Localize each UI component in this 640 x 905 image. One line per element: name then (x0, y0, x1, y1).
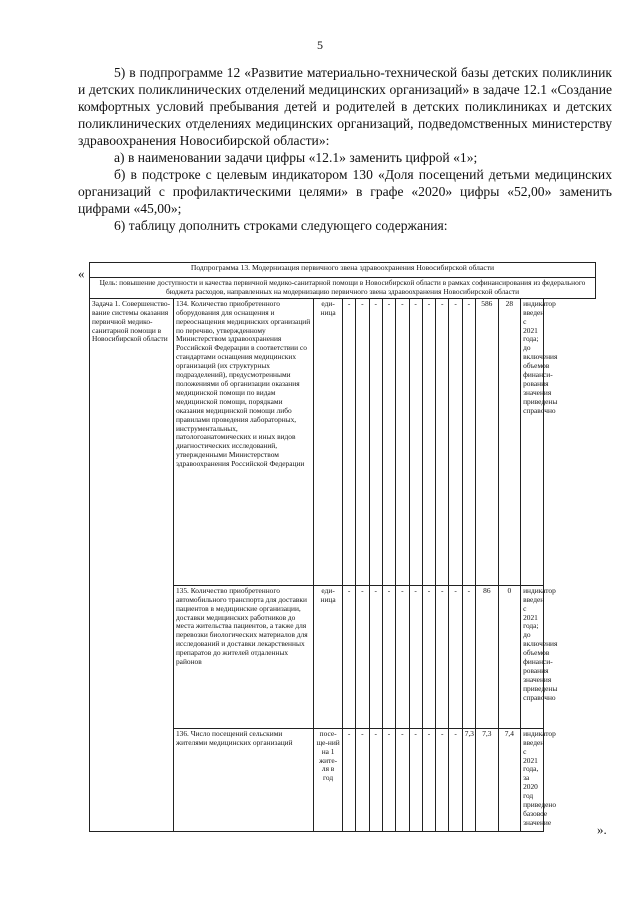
note-cell: индикатор введен с 2021 года, за 2020 год приведено базовое значение (521, 728, 544, 831)
paragraph-6: 6) таблицу дополнить строками следующего содержания: (114, 218, 448, 233)
value-cell: - (409, 585, 422, 728)
value-cell: 28 (498, 298, 521, 585)
value-cell: - (449, 728, 462, 831)
indicator-cell: 134. Количество приобретенного оборудования для оснащения и переоснащения медицинских организаций по перечню, утвержденному Министерством здравоохранения Российской Федерации в соответствии со стандартами оснащения медицинских организаций (их структурных подразделений), предусмотренными положениями об организации оказания медицинской помощи по видам медицинской помощи, порядками оказания медицинской помощи либо правилами проведения лабораторных, инструментальных, патологоанатомических и иных видов диагностических исследований, утвержденными Министерством здравоохранения Российской Федерации (173, 298, 313, 585)
value-cell: 0 (498, 585, 521, 728)
value-cell: - (396, 585, 409, 728)
subprogram-table (89, 262, 596, 832)
unit-cell: посе-ще-ний на 1 жите-ля в год (314, 728, 343, 831)
paragraph-5a: а) в наименовании задачи цифры «12.1» заменить цифрой «1»; (114, 150, 478, 165)
value-cell: - (382, 585, 395, 728)
value-cell: - (409, 728, 422, 831)
page-number: 5 (317, 38, 323, 52)
value-cell: 586 (476, 298, 499, 585)
note-cell: индикатор введен с 2021 года; до включения объемов финанси-рования значения приведены справочно (521, 298, 544, 585)
value-cell: - (369, 298, 382, 585)
value-cell: - (449, 585, 462, 728)
value-cell: - (422, 728, 435, 831)
value-cell: 7,3 (476, 728, 499, 831)
paragraph-5b: б) в подстроке с целевым индикатором 130 «Доля посещений детьми медицинских организаций с профилактическими целями» в графе «2020» цифры «52,00» заменить цифрами «45,00»; (78, 167, 612, 216)
value-cell: - (369, 728, 382, 831)
indicator-cell: 135. Количество приобретенного автомобильного транспорта для доставки пациентов в медицинские организации, доставки медицинских работников до места жительства пациентов, а также для перевозки биологических материалов для исследований и доставки лекарственных препаратов до жителей отдаленных районов (173, 585, 313, 728)
value-cell: - (342, 298, 355, 585)
value-cell: - (449, 298, 462, 585)
table-row (90, 298, 596, 585)
value-cell: - (342, 585, 355, 728)
value-cell: - (409, 298, 422, 585)
value-cell: - (422, 298, 435, 585)
value-cell: 7,3 (462, 728, 475, 831)
indicator-cell: 136. Число посещений сельскими жителями медицинских организаций (173, 728, 313, 831)
value-cell: - (462, 585, 475, 728)
amendment-text (78, 64, 612, 234)
note-cell: индикатор введен с 2021 года; до включения объемов финанси-рования значения приведены справочно (521, 585, 544, 728)
value-cell: - (369, 585, 382, 728)
opening-quote: « (78, 266, 85, 281)
unit-cell: еди-ница (314, 298, 343, 585)
unit-cell: еди-ница (314, 585, 343, 728)
value-cell: - (396, 728, 409, 831)
value-cell: - (436, 298, 449, 585)
value-cell: - (382, 728, 395, 831)
value-cell: - (462, 298, 475, 585)
value-cell: - (356, 728, 369, 831)
table-title: Подпрограмма 13. Модернизация первичного звена здравоохранения Новосибирской области (90, 263, 596, 278)
value-cell: 7,4 (498, 728, 521, 831)
value-cell: - (396, 298, 409, 585)
task-cell: Задача 1. Совершенство-вание системы оказания первичной медико-санитарной помощи в Новосибирской области (90, 298, 174, 831)
value-cell: - (422, 585, 435, 728)
value-cell: - (436, 585, 449, 728)
value-cell: - (382, 298, 395, 585)
table-goal: Цель: повышение доступности и качества первичной медико-санитарной помощи в Новосибирской области в рамках софинансирования из федерального бюджета расходов, направленных на модернизацию первичного звена здравоохранения Новосибирской области (90, 278, 596, 299)
value-cell: - (342, 728, 355, 831)
paragraph-5: 5) в подпрограмме 12 «Развитие материально-технической базы детских поликлиник и детских поликлинических отделений медицинских организаций» в задаче 12.1 «Создание комфортных условий пребывания детей и родителей в детских поликлиниках и детских поликлинических отделениях медицинских организаций, подведомственных министерству здравоохранения Новосибирской области»: (78, 65, 612, 148)
value-cell: 86 (476, 585, 499, 728)
value-cell: - (356, 585, 369, 728)
value-cell: - (356, 298, 369, 585)
closing-quote: ». (597, 822, 607, 837)
value-cell: - (436, 728, 449, 831)
